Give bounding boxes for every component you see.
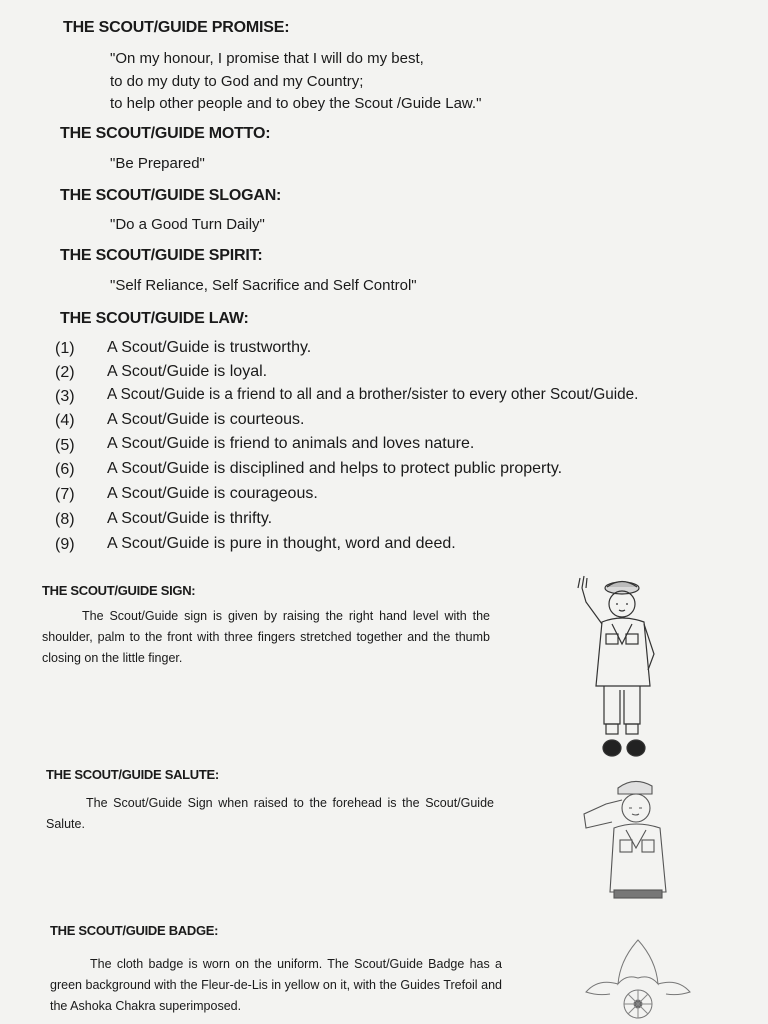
motto-text: "Be Prepared"	[110, 155, 205, 172]
motto-heading: THE SCOUT/GUIDE MOTTO:	[60, 125, 271, 142]
badge-heading: THE SCOUT/GUIDE BADGE:	[50, 923, 219, 938]
sign-text: The Scout/Guide sign is given by raising the right hand level with the shoulder, palm to the front with three fingers stretched together and the thumb closing on the little finger.	[42, 609, 490, 665]
salute-paragraph	[46, 793, 494, 835]
law-item-text: A Scout/Guide is friend to animals and loves nature.	[107, 435, 475, 452]
sign-paragraph	[42, 606, 490, 669]
law-item-number: (3)	[55, 388, 75, 405]
law-item-text: A Scout/Guide is disciplined and helps to protect public property.	[107, 460, 563, 477]
law-item-text: A Scout/Guide is courageous.	[107, 485, 318, 502]
spirit-text: "Self Reliance, Self Sacrifice and Self Control"	[110, 277, 417, 294]
promise-heading: THE SCOUT/GUIDE PROMISE:	[63, 19, 290, 36]
law-item-number: (6)	[55, 461, 75, 478]
law-item-text: A Scout/Guide is loyal.	[107, 363, 268, 380]
law-item-text: A Scout/Guide is a friend to all and a brother/sister to every other Scout/Guide.	[107, 386, 639, 403]
salute-heading: THE SCOUT/GUIDE SALUTE:	[46, 767, 219, 782]
law-item-number: (7)	[55, 486, 75, 503]
promise-line-1: "On my honour, I promise that I will do my best,	[110, 50, 424, 67]
law-item-number: (5)	[55, 437, 75, 454]
scout-badge-illustration	[580, 938, 696, 1024]
badge-text: The cloth badge is worn on the uniform. The Scout/Guide Badge has a green background with the Fleur-de-Lis in yellow on it, with the Guides Trefoil and the Ashoka Chakra superimposed.	[50, 957, 502, 1013]
law-item-number: (9)	[55, 536, 75, 553]
scout-salute-illustration	[566, 770, 686, 904]
promise-line-2: to do my duty to God and my Country;	[110, 73, 364, 90]
law-item-text: A Scout/Guide is pure in thought, word and deed.	[107, 535, 456, 552]
law-item-number: (8)	[55, 511, 75, 528]
law-item-number: (4)	[55, 412, 75, 429]
slogan-text: "Do a Good Turn Daily"	[110, 216, 265, 233]
scout-sign-illustration	[572, 574, 662, 760]
slogan-heading: THE SCOUT/GUIDE SLOGAN:	[60, 187, 282, 204]
badge-paragraph	[50, 954, 502, 1017]
law-item-text: A Scout/Guide is courteous.	[107, 411, 305, 428]
law-item-number: (1)	[55, 340, 75, 357]
sign-heading: THE SCOUT/GUIDE SIGN:	[42, 583, 196, 598]
law-heading: THE SCOUT/GUIDE LAW:	[60, 310, 249, 327]
salute-text: The Scout/Guide Sign when raised to the forehead is the Scout/Guide Salute.	[46, 796, 494, 831]
promise-line-3: to help other people and to obey the Scout /Guide Law."	[110, 95, 482, 112]
law-item-number: (2)	[55, 364, 75, 381]
law-item-text: A Scout/Guide is thrifty.	[107, 510, 273, 527]
law-item-text: A Scout/Guide is trustworthy.	[107, 339, 312, 356]
spirit-heading: THE SCOUT/GUIDE SPIRIT:	[60, 247, 263, 264]
